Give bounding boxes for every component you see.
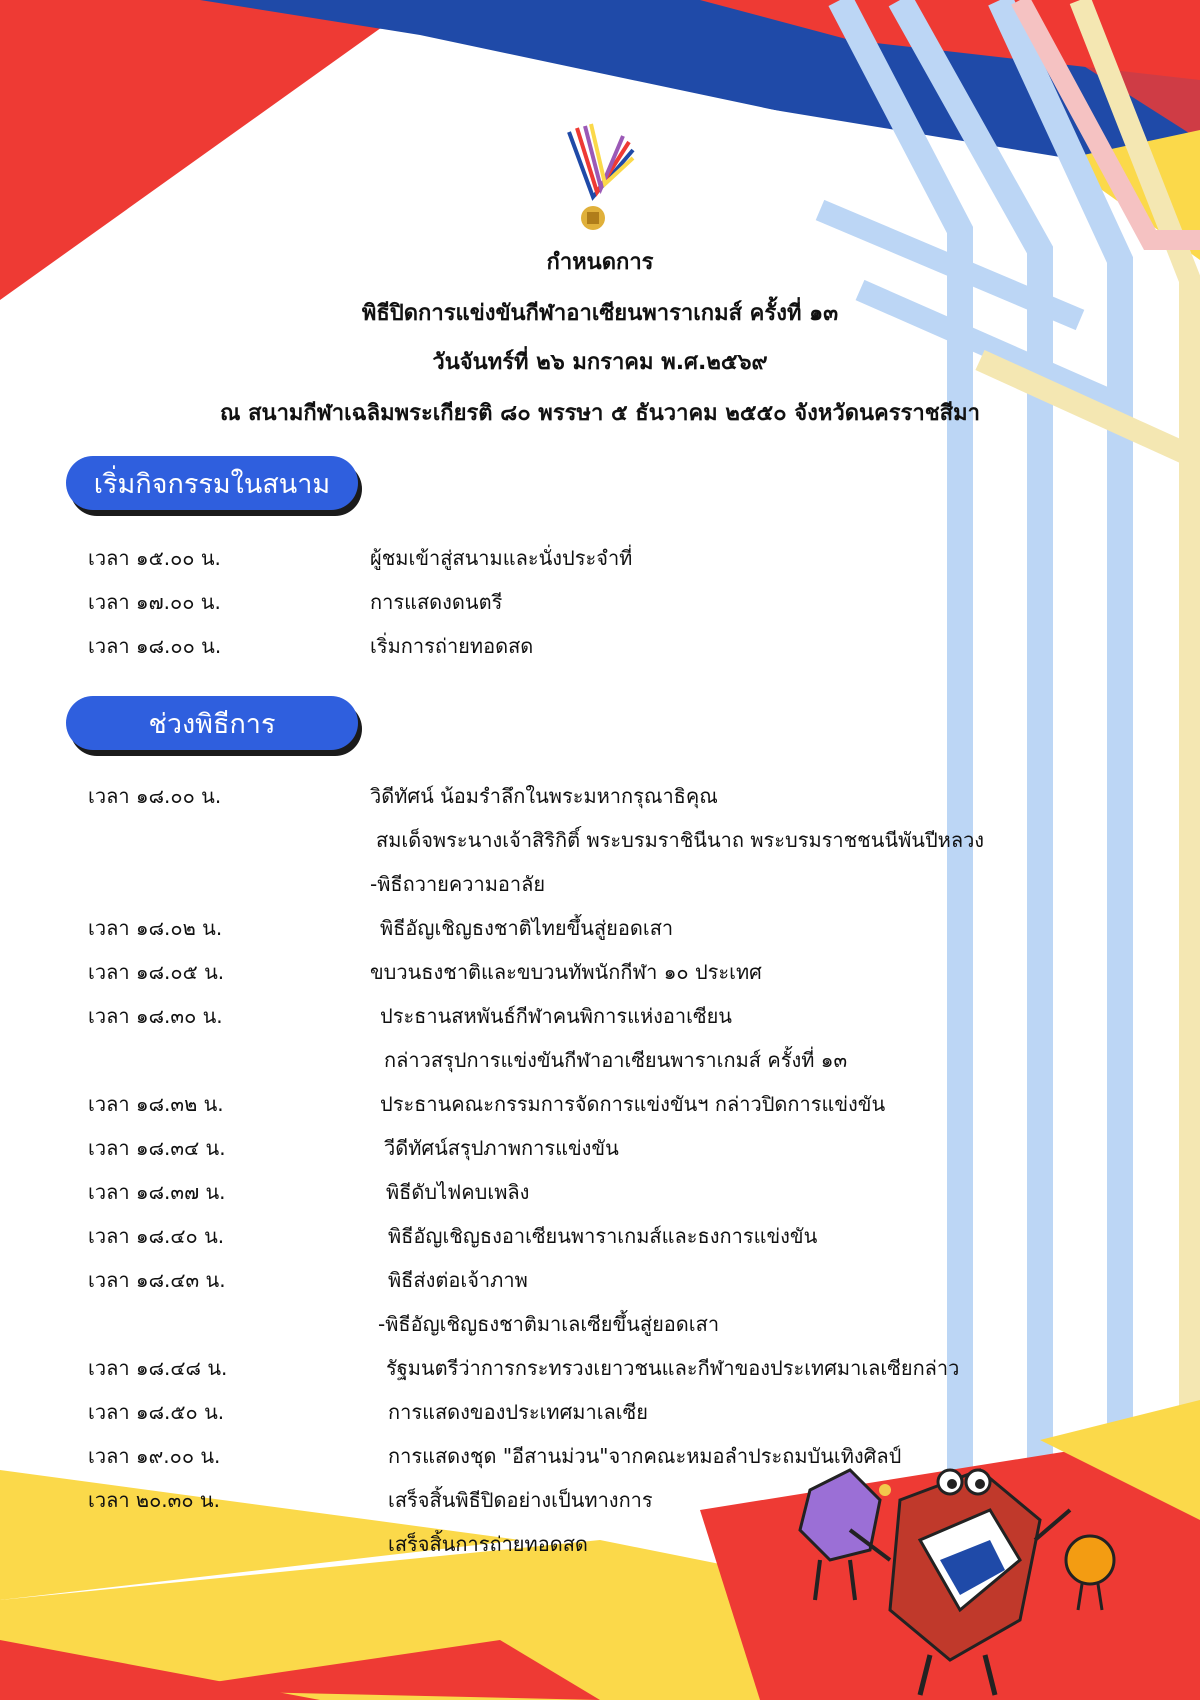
header-title: กำหนดการ (546, 250, 654, 275)
schedule-desc: กล่าวสรุปการแข่งขันกีฬาอาเซียนพาราเกมส์ ครั้งที่ ๑๓ (384, 1048, 848, 1072)
schedule-desc: พิธีอัญเชิญธงชาติไทยขึ้นสู่ยอดเสา (380, 916, 674, 940)
schedule-desc: การแสดงชุด "อีสานม่วน"จากคณะหมอลำประถมบันเทิงศิลป์ (388, 1444, 902, 1468)
schedule-time: เวลา ๑๘.๔๐ น. (88, 1224, 225, 1248)
schedule-time: เวลา ๑๘.๓๔ น. (88, 1136, 226, 1160)
schedule-desc: เสร็จสิ้นพิธีปิดอย่างเป็นทางการ (388, 1488, 653, 1512)
schedule-time: เวลา ๑๘.๕๐ น. (88, 1400, 225, 1424)
section-2-title: ช่วงพิธีการ (66, 696, 358, 750)
schedule-time: เวลา ๑๗.๐๐ น. (88, 590, 221, 614)
header-date: วันจันทร์ที่ ๒๖ มกราคม พ.ศ.๒๕๖๙ (432, 350, 768, 375)
schedule-time: เวลา ๑๘.๔๓ น. (88, 1268, 226, 1292)
schedule-time: เวลา ๑๙.๐๐ น. (88, 1444, 221, 1468)
schedule-desc: ผู้ชมเข้าสู่สนามและนั่งประจำที่ (370, 546, 633, 570)
schedule-time: เวลา ๑๘.๓๒ น. (88, 1092, 224, 1116)
mascot-characters-icon (790, 1460, 1130, 1700)
schedule-desc: -พิธีถวายความอาลัย (370, 872, 546, 896)
schedule-time: เวลา ๑๘.๐๐ น. (88, 634, 222, 658)
schedule-desc: วีดีทัศน์สรุปภาพการแข่งขัน (384, 1136, 619, 1160)
schedule-time: เวลา ๑๘.๐๒ น. (88, 916, 223, 940)
schedule-time: เวลา ๑๘.๔๘ น. (88, 1356, 228, 1380)
schedule-time: เวลา ๑๘.๓๐ น. (88, 1004, 223, 1028)
schedule-desc: การแสดงของประเทศมาเลเซีย (388, 1400, 648, 1424)
schedule-desc: เริ่มการถ่ายทอดสด (370, 634, 534, 658)
schedule-time: เวลา ๑๘.๐๕ น. (88, 960, 225, 984)
schedule-desc: พิธีส่งต่อเจ้าภาพ (388, 1268, 528, 1292)
section-1-title: เริ่มกิจกรรมในสนาม (66, 456, 358, 510)
schedule-time: เวลา ๑๕.๐๐ น. (88, 546, 221, 570)
schedule-desc: -พิธีอัญเชิญธงชาติมาเลเซียขึ้นสู่ยอดเสา (378, 1312, 720, 1336)
schedule-time: เวลา ๒๐.๓๐ น. (88, 1488, 220, 1512)
asean-para-games-logo-icon (563, 122, 639, 240)
schedule-time: เวลา ๑๘.๐๐ น. (88, 784, 222, 808)
header-venue: ณ สนามกีฬาเฉลิมพระเกียรติ ๘๐ พรรษา ๕ ธันวาคม ๒๕๕๐ จังหวัดนครราชสีมา (220, 401, 980, 426)
schedule-desc: ประธานสหพันธ์กีฬาคนพิการแห่งอาเซียน (380, 1004, 732, 1028)
schedule-desc: สมเด็จพระนางเจ้าสิริกิติ์ พระบรมราชินีนาถ พระบรมราชชนนีพันปีหลวง (376, 828, 985, 852)
schedule-desc: พิธีดับไฟคบเพลิง (386, 1180, 530, 1204)
schedule-desc: รัฐมนตรีว่าการกระทรวงเยาวชนและกีฬาของประเทศมาเลเซียกล่าว (386, 1356, 960, 1380)
schedule-desc: การแสดงดนตรี (370, 590, 503, 614)
schedule-desc: วิดีทัศน์ น้อมรำลึกในพระมหากรุณาธิคุณ (370, 784, 718, 808)
schedule-desc: พิธีอัญเชิญธงอาเซียนพาราเกมส์และธงการแข่งขัน (388, 1224, 818, 1248)
header-event: พิธีปิดการแข่งขันกีฬาอาเซียนพาราเกมส์ ครั้งที่ ๑๓ (361, 301, 839, 326)
schedule-desc: เสร็จสิ้นการถ่ายทอดสด (388, 1532, 588, 1556)
schedule-time: เวลา ๑๘.๓๗ น. (88, 1180, 226, 1204)
schedule-desc: ขบวนธงชาติและขบวนทัพนักกีฬา ๑๐ ประเทศ (370, 960, 762, 984)
schedule-desc: ประธานคณะกรรมการจัดการแข่งขันฯ กล่าวปิดการแข่งขัน (380, 1092, 886, 1116)
